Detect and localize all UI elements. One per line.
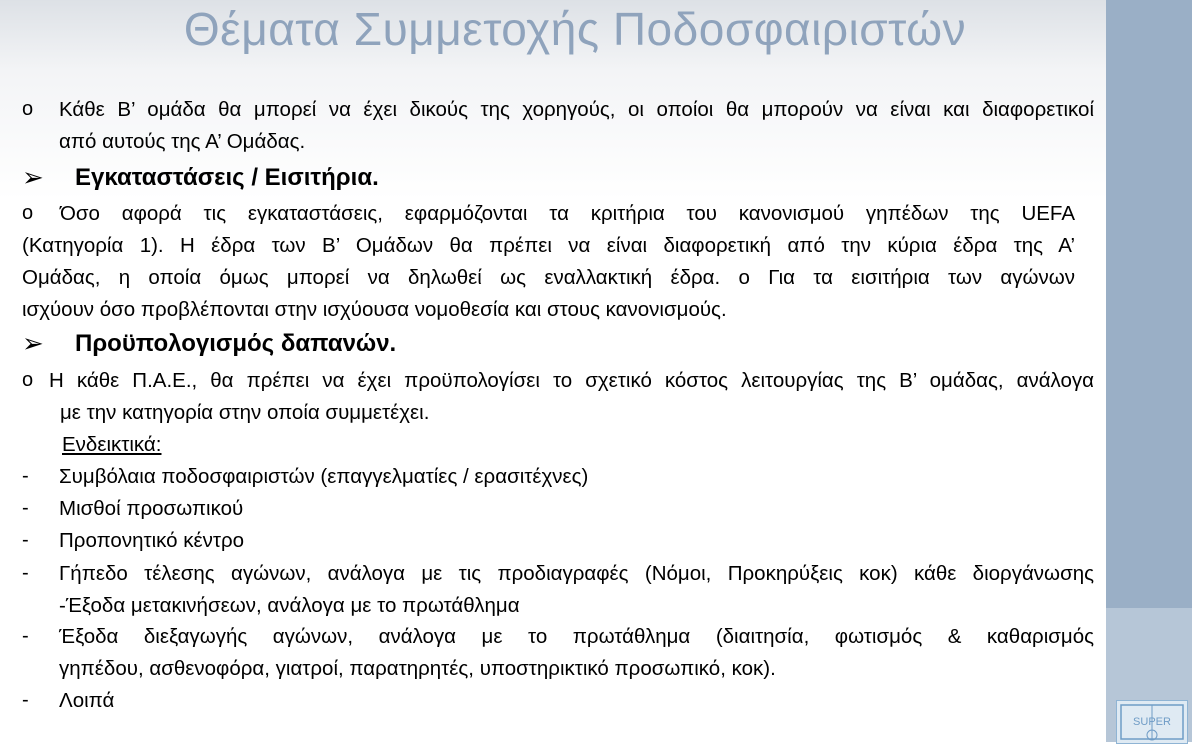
paragraph-sponsors-line-1: Κάθε Β’ ομάδα θα μπορεί να έχει δικούς της χορηγούς, οι οποίοι θα μπορούν να είναι και διαφορετικοί: [59, 98, 1094, 121]
paragraph-budget-line-2: με την κατηγορία στην οποία συμμετέχει.: [60, 401, 430, 424]
dash-bullet: -: [22, 689, 29, 711]
dash-bullet: -: [22, 465, 29, 487]
list-item-training-center: Προπονητικό κέντρο: [59, 529, 245, 552]
paragraph-facilities-line-4: ισχύουν όσο προβλέπονται στην ισχύουσα νομοθεσία και στους κανονισμούς.: [22, 298, 727, 321]
dash-bullet: -: [22, 497, 29, 519]
arrow-bullet-icon: ➢: [22, 162, 44, 192]
list-item-match-costs-line-2: γηπέδου, ασθενοφόρα, γιατροί, παρατηρητές, υποστηρικτικό προσωπικό, κοκ).: [59, 657, 776, 680]
arrow-bullet-icon: ➢: [22, 328, 44, 358]
logo-text: SUPER: [1133, 716, 1171, 728]
list-item-match-costs-line-1: Έξοδα διεξαγωγής αγώνων, ανάλογα με το πρωτάθλημα (διαιτησία, φωτισμός & καθαρισμός: [59, 625, 1094, 648]
list-item-contracts: Συμβόλαια ποδοσφαιριστών (επαγγελματίες / ερασιτέχνες): [59, 465, 589, 488]
circle-bullet: o: [22, 202, 34, 224]
list-item-other: Λοιπά: [59, 689, 115, 712]
paragraph-facilities-line-1: Όσο αφορά τις εγκαταστάσεις, εφαρμόζονται τα κριτήρια του κανονισμού γηπέδων της UEFA: [60, 202, 1075, 225]
heading-budget: Προϋπολογισμός δαπανών.: [75, 330, 397, 357]
heading-facilities-tickets: Εγκαταστάσεις / Εισιτήρια.: [75, 164, 379, 191]
dash-bullet: -: [22, 529, 29, 551]
paragraph-facilities-line-2: (Κατηγορία 1). Η έδρα των Β’ Ομάδων θα πρέπει να είναι διαφορετική από την κύρια έδρα της Α’: [22, 234, 1075, 257]
paragraph-budget-line-1: Η κάθε Π.Α.Ε., θα πρέπει να έχει προϋπολογίσει το σχετικό κόστος λειτουργίας της Β’ ομάδας, ανάλογα: [49, 369, 1094, 392]
circle-bullet: o: [22, 369, 34, 391]
list-item-stadium-line-2: -Έξοδα μετακινήσεων, ανάλογα με το πρωτάθλημα: [59, 594, 520, 617]
paragraph-facilities-line-3: Ομάδας, η οποία όμως μπορεί να δηλωθεί ως εναλλακτική έδρα. o Για τα εισιτήρια των αγώνων: [22, 266, 1075, 289]
page-title: Θέματα Συμμετοχής Ποδοσφαιριστών: [183, 3, 967, 55]
list-item-stadium-line-1: Γήπεδο τέλεσης αγώνων, ανάλογα με τις προδιαγραφές (Νόμοι, Προκηρύξεις κοκ) κάθε διοργάνωσης: [59, 562, 1094, 585]
dash-bullet: -: [22, 562, 29, 584]
dash-bullet: -: [22, 625, 29, 647]
super-league-logo: [1116, 700, 1188, 744]
indicative-label: Ενδεικτικά:: [62, 433, 162, 456]
paragraph-sponsors-line-2: από αυτούς της Α’ Ομάδας.: [59, 130, 306, 153]
circle-bullet: o: [22, 98, 34, 120]
pitch-logo-icon: [1117, 701, 1187, 743]
list-item-salaries: Μισθοί προσωπικού: [59, 497, 244, 520]
